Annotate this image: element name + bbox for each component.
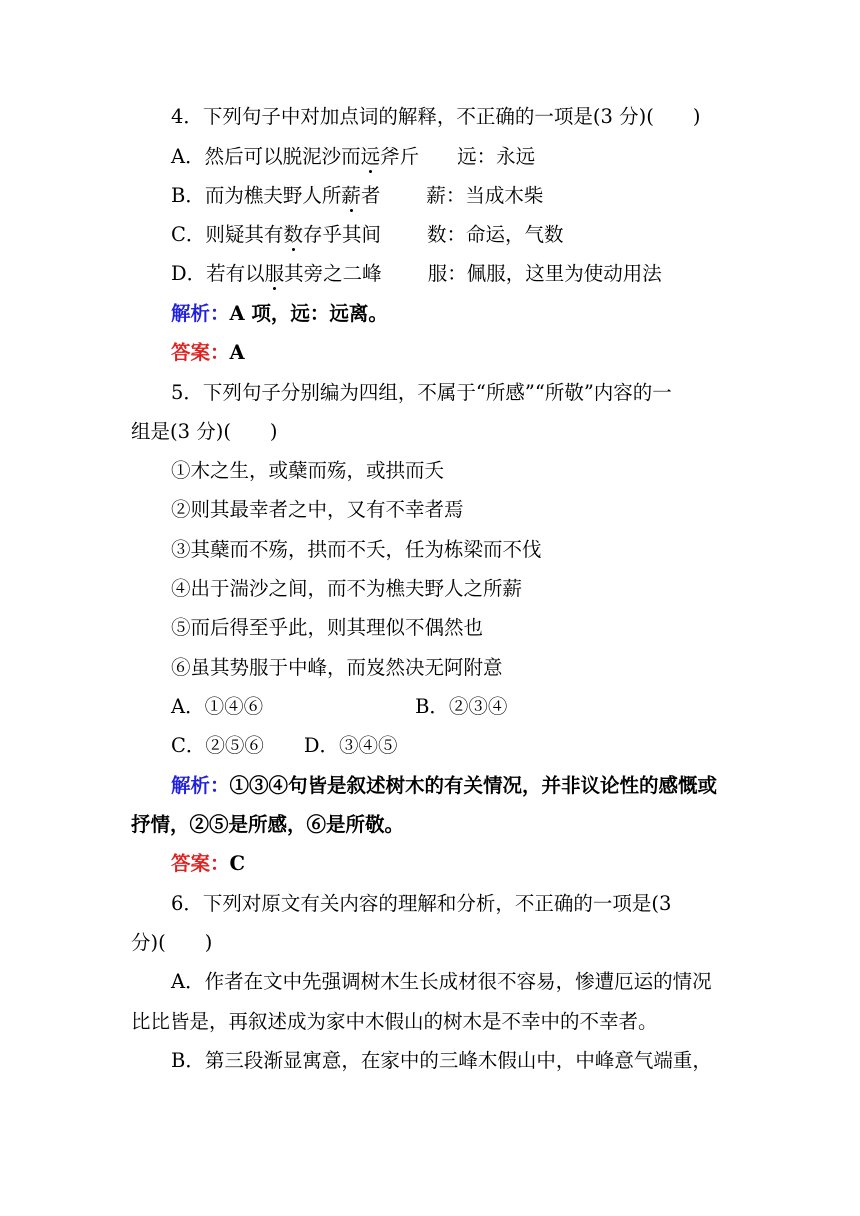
q4-option-d-pre: 若有以 xyxy=(206,262,265,285)
q4-option-a-post: 斧斤 xyxy=(380,145,420,168)
q4-option-c-pre: 则疑其有 xyxy=(205,223,284,246)
q5-option-a: A．①④⑥ xyxy=(171,695,264,718)
q5-item xyxy=(171,536,542,564)
q4-option-a xyxy=(171,143,535,171)
q4-option-b-dotted-word: 薪 xyxy=(341,184,361,207)
q6-stem-line1-text: 6．下列对原文有关内容的理解和分析，不正确的一项是(3 xyxy=(171,892,672,915)
q4-option-c-dotted-word: 数 xyxy=(283,223,303,246)
q6-option-a-line1 xyxy=(171,968,712,996)
q4-option-c-label: C． xyxy=(171,223,206,246)
q6-stem-line2-text: 分)( ) xyxy=(131,931,213,954)
q4-option-d-gloss: 服：佩服，这里为使动用法 xyxy=(427,262,662,285)
q4-option-a-dotted-word: 远 xyxy=(360,145,381,168)
q5-option-d: D．③④⑤ xyxy=(303,734,398,757)
q4-answer-label: 答案： xyxy=(171,341,230,364)
q5-item-6: ⑥虽其势服于中峰，而岌然决无阿附意 xyxy=(171,656,503,679)
q5-stem-line2-text: 组是(3 分)( ) xyxy=(131,420,278,443)
q5-analysis-line2 xyxy=(131,811,404,839)
q5-item xyxy=(171,496,464,524)
q4-option-d xyxy=(171,260,662,288)
q5-item xyxy=(171,457,444,485)
q4-stem xyxy=(171,103,700,131)
q5-options-cd xyxy=(171,732,398,760)
q4-option-c-post: 存乎其间 xyxy=(302,223,381,246)
q5-analysis-line1 xyxy=(171,772,717,800)
q5-option-c: C．②⑤⑥ xyxy=(171,734,264,757)
q5-analysis-label: 解析： xyxy=(171,774,230,797)
q5-item-2: ②则其最幸者之中，又有不幸者焉 xyxy=(171,498,464,521)
q6-option-b-line1 xyxy=(171,1047,712,1075)
q4-option-c-gloss: 数：命运，气数 xyxy=(426,223,564,246)
q6-option-a-line2-text: 比比皆是，再叙述成为家中木假山的树木是不幸中的不幸者。 xyxy=(131,1010,658,1033)
q4-option-b-label: B． xyxy=(171,184,205,207)
q5-stem-line2 xyxy=(131,418,278,446)
q5-answer-label: 答案： xyxy=(171,852,230,875)
q5-analysis-line1-text: ①③④句皆是叙述树木的有关情况，并非议论性的感慨或 xyxy=(229,774,718,797)
q4-analysis-label: 解析： xyxy=(171,302,230,325)
q6-stem-line2 xyxy=(131,929,212,957)
q6-option-a-line2 xyxy=(131,1008,658,1036)
q6-stem-line1 xyxy=(171,890,671,918)
q4-analysis-text: A 项，远：远离。 xyxy=(229,302,388,325)
q5-stem-line1 xyxy=(171,379,672,407)
q4-stem-text: 4．下列句子中对加点词的解释，不正确的一项是(3 分)( ) xyxy=(171,105,701,128)
q4-option-b-post: 者 xyxy=(360,184,381,207)
q5-option-b: B．②③④ xyxy=(415,695,508,718)
q5-item-1: ①木之生，或蘖而殇，或拱而夭 xyxy=(171,459,445,482)
q5-item-3: ③其蘖而不殇，拱而不夭，任为栋梁而不伐 xyxy=(171,538,542,561)
q5-stem-line1-text: 5．下列句子分别编为四组，不属于“所感”“所敬”内容的一 xyxy=(171,381,672,404)
q5-item xyxy=(171,654,503,682)
q4-option-a-label: A． xyxy=(171,145,205,168)
q5-item xyxy=(171,614,483,642)
q4-answer-text: A xyxy=(229,341,245,364)
q5-analysis-line2-text: 抒情，②⑤是所感，⑥是所敬。 xyxy=(131,813,405,836)
q4-option-b xyxy=(171,182,543,210)
q4-option-d-dotted-word: 服 xyxy=(264,262,285,285)
q4-option-b-gloss: 薪：当成木柴 xyxy=(426,184,544,207)
q6-option-a-line1-text: A．作者在文中先强调树木生长成材很不容易，惨遭厄运的情况 xyxy=(171,970,712,993)
q4-option-a-gloss: 远：永远 xyxy=(457,145,536,168)
q5-answer xyxy=(171,850,245,878)
q4-option-c xyxy=(171,221,563,249)
q5-item xyxy=(171,575,522,603)
q4-answer xyxy=(171,339,245,367)
q5-answer-text: C xyxy=(229,852,246,875)
q4-option-a-pre: 然后可以脱泥沙而 xyxy=(204,145,361,168)
q4-analysis xyxy=(171,300,388,328)
q4-option-b-pre: 而为樵夫野人所 xyxy=(204,184,342,207)
q5-item-4: ④出于湍沙之间，而不为樵夫野人之所薪 xyxy=(171,577,523,600)
q6-option-b-line1-text: B．第三段渐显寓意，在家中的三峰木假山中，中峰意气端重， xyxy=(171,1049,712,1072)
q5-options-ab xyxy=(171,693,507,721)
q5-item-5: ⑤而后得至乎此，则其理似不偶然也 xyxy=(171,616,484,639)
q4-option-d-post: 其旁之二峰 xyxy=(284,262,382,285)
q4-option-d-label: D． xyxy=(171,262,207,285)
